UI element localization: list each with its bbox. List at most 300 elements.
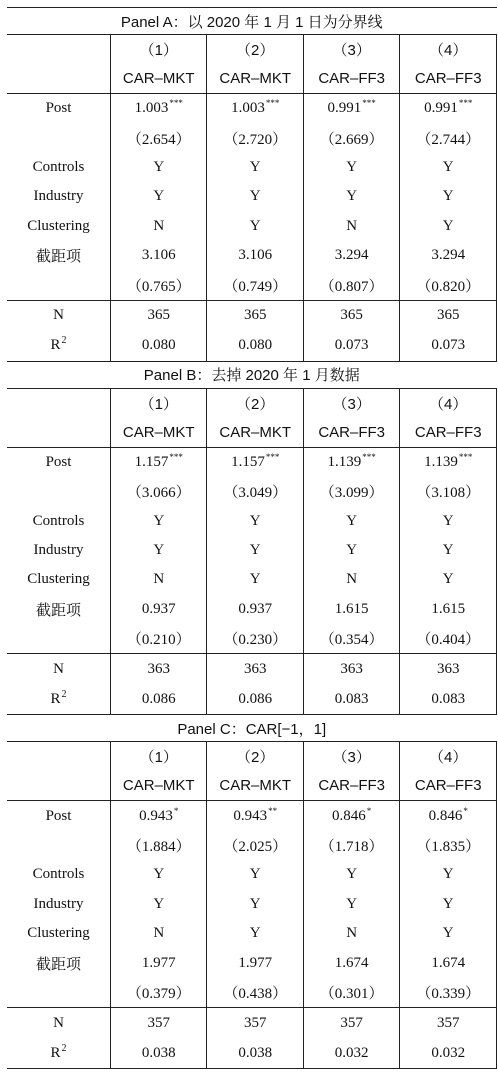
- cell-value: N: [346, 217, 358, 234]
- cell-value: 1.615: [431, 600, 466, 617]
- cell-value: （0.339）: [416, 986, 481, 1002]
- table-cell: [400, 182, 497, 211]
- table-cell: [400, 212, 497, 241]
- cell-value: 0.991: [424, 100, 458, 117]
- table-cell: [111, 860, 207, 889]
- row-label: [7, 978, 111, 1008]
- table-cell: [400, 831, 497, 860]
- cell-value: Y: [153, 542, 165, 559]
- significance-stars: *: [366, 805, 372, 816]
- table-cell: [303, 919, 399, 948]
- row-label: 截距项: [35, 956, 81, 973]
- table-row: [7, 507, 497, 536]
- header-stub: [7, 388, 111, 418]
- cell-value: 1.977: [141, 954, 176, 971]
- stat-label-superscript: 2: [61, 335, 67, 347]
- table-cell: [111, 447, 207, 477]
- table-cell: [207, 182, 303, 211]
- table-cell: [400, 270, 497, 300]
- column-number: （2）: [207, 742, 303, 772]
- column-number-row: [7, 742, 497, 772]
- column-number-row: [7, 35, 497, 65]
- header-stub: [7, 418, 111, 448]
- table-cell: [111, 270, 207, 300]
- table-cell: [207, 890, 303, 919]
- table-cell: [303, 565, 399, 594]
- table-row: [7, 624, 497, 654]
- cell-value: Y: [346, 188, 358, 205]
- cell-value: Y: [346, 866, 358, 883]
- table-cell: [207, 241, 303, 270]
- cell-value: Y: [249, 158, 261, 175]
- significance-stars: ***: [265, 451, 280, 462]
- panel-a-title: Panel A：以 2020 年 1 月 1 日为分界线: [7, 8, 497, 35]
- panel-b-title-row: [7, 361, 497, 388]
- significance-stars: ***: [362, 451, 376, 462]
- table-cell: [111, 477, 207, 506]
- stat-value: 0.032: [303, 1038, 399, 1069]
- cell-value: Y: [153, 512, 165, 529]
- stat-value: 0.038: [111, 1038, 207, 1069]
- column-number: （1）: [111, 742, 207, 772]
- stat-value: 363: [207, 654, 303, 685]
- table-cell: [111, 182, 207, 211]
- regression-results-table: [7, 7, 497, 1069]
- cell-value: Y: [346, 158, 358, 175]
- stats-row: [7, 300, 497, 331]
- table-cell: [207, 477, 303, 506]
- table-cell: [111, 212, 207, 241]
- stat-value: 357: [111, 1008, 207, 1039]
- table-cell: [400, 123, 497, 152]
- column-number: （2）: [207, 35, 303, 65]
- column-number: （3）: [303, 742, 399, 772]
- stat-label: [7, 1008, 111, 1039]
- cell-value: （1.718）: [319, 839, 384, 856]
- table-row: [7, 595, 497, 624]
- cell-value: （1.884）: [126, 839, 191, 856]
- row-label: [7, 123, 111, 152]
- cell-value: （2.654）: [126, 131, 191, 148]
- cell-value: Y: [249, 895, 261, 912]
- panel-b-title: Panel B：去掉 2020 年 1 月数据: [7, 361, 497, 388]
- cell-value: （0.354）: [319, 632, 384, 649]
- stat-value: 0.038: [207, 1038, 303, 1069]
- column-name: CAR–MKT: [207, 418, 303, 448]
- table-row: [7, 801, 497, 831]
- stat-label-text: R: [50, 690, 61, 707]
- cell-value: 1.674: [334, 954, 369, 971]
- table-cell: [303, 536, 399, 565]
- column-name: CAR–FF3: [400, 64, 497, 94]
- column-number: （4）: [400, 388, 497, 418]
- cell-value: N: [346, 925, 358, 942]
- table-cell: [207, 447, 303, 477]
- row-label: Post: [7, 94, 111, 124]
- regression-table-container: [7, 7, 497, 1069]
- table-cell: [111, 831, 207, 860]
- column-number: （4）: [400, 742, 497, 772]
- cell-value: Y: [346, 895, 358, 912]
- table-row: [7, 182, 497, 211]
- table-row: [7, 890, 497, 919]
- cell-value: （2.025）: [223, 839, 288, 856]
- stat-value: 363: [111, 654, 207, 685]
- table-cell: [400, 595, 497, 624]
- table-cell: [111, 94, 207, 124]
- cell-value: Y: [442, 542, 454, 559]
- table-cell: [303, 831, 399, 860]
- stat-value: 0.083: [303, 684, 399, 715]
- table-cell: [207, 565, 303, 594]
- table-cell: [303, 270, 399, 300]
- table-cell: [111, 153, 207, 182]
- stat-label-text: R: [50, 1044, 61, 1061]
- stat-value: 0.073: [400, 331, 497, 362]
- table-cell: [111, 919, 207, 948]
- table-cell: [207, 948, 303, 977]
- cell-value: Y: [249, 512, 261, 529]
- table-row: [7, 831, 497, 860]
- stat-value: 0.086: [111, 684, 207, 715]
- table-row: [7, 536, 497, 565]
- table-cell: [303, 94, 399, 124]
- cell-value: Y: [249, 571, 261, 588]
- table-cell: [400, 860, 497, 889]
- table-cell: [111, 123, 207, 152]
- table-cell: [400, 565, 497, 594]
- cell-value: Y: [442, 571, 454, 588]
- table-row: [7, 948, 497, 977]
- cell-value: Y: [249, 542, 261, 559]
- row-label: Industry: [33, 188, 84, 205]
- cell-value: 0.846: [428, 807, 463, 824]
- row-label: Industry: [33, 895, 84, 912]
- cell-value: Y: [442, 895, 454, 912]
- cell-value: Y: [153, 158, 165, 175]
- stat-label-superscript: 2: [61, 688, 67, 700]
- cell-value: （0.210）: [126, 632, 191, 649]
- table-cell: [303, 153, 399, 182]
- table-cell: [111, 948, 207, 977]
- table-row: [7, 153, 497, 182]
- table-row: [7, 241, 497, 270]
- cell-value: Y: [249, 866, 261, 883]
- table-cell: [207, 624, 303, 654]
- stat-label: [7, 1038, 111, 1069]
- stat-value: 365: [207, 300, 303, 331]
- column-number-row: [7, 388, 497, 418]
- cell-value: Y: [346, 542, 358, 559]
- panel-c-title-row: [7, 715, 497, 742]
- stat-value: 365: [303, 300, 399, 331]
- table-cell: [400, 978, 497, 1008]
- row-label: Clustering: [27, 571, 90, 588]
- cell-value: 0.937: [238, 600, 273, 617]
- cell-value: （0.749）: [223, 278, 288, 295]
- column-name: CAR–FF3: [400, 418, 497, 448]
- table-cell: [207, 123, 303, 152]
- stats-row: [7, 331, 497, 362]
- stat-label-text: N: [53, 307, 64, 324]
- table-cell: [400, 94, 497, 124]
- table-cell: [303, 507, 399, 536]
- table-row: [7, 94, 497, 124]
- stat-value: 357: [400, 1008, 497, 1039]
- table-cell: [400, 801, 497, 831]
- cell-value: （3.066）: [126, 485, 191, 502]
- stat-value: 357: [303, 1008, 399, 1039]
- stat-value: 0.083: [400, 684, 497, 715]
- row-label: Clustering: [27, 925, 90, 942]
- cell-value: 1.157: [134, 453, 169, 470]
- stat-label-text: N: [53, 660, 64, 677]
- stat-label: [7, 331, 111, 362]
- stats-row: [7, 654, 497, 685]
- table-cell: [303, 595, 399, 624]
- stat-label-text: N: [53, 1014, 64, 1031]
- table-cell: [303, 978, 399, 1008]
- table-row: [7, 978, 497, 1008]
- row-label: Post: [7, 801, 111, 831]
- stat-value: 365: [111, 300, 207, 331]
- table-cell: [207, 270, 303, 300]
- column-number: （1）: [111, 35, 207, 65]
- table-cell: [111, 624, 207, 654]
- header-stub: [7, 35, 111, 65]
- panel-a-title-row: [7, 8, 497, 35]
- table-cell: [303, 948, 399, 977]
- table-cell: [303, 860, 399, 889]
- column-number: （1）: [111, 388, 207, 418]
- table-row: [7, 565, 497, 594]
- header-stub: [7, 771, 111, 801]
- cell-value: （0.379）: [126, 986, 191, 1002]
- stat-value: 0.080: [207, 331, 303, 362]
- table-cell: [303, 182, 399, 211]
- table-row: [7, 270, 497, 300]
- cell-value: Y: [442, 188, 454, 205]
- cell-value: （0.404）: [416, 632, 481, 649]
- table-cell: [207, 212, 303, 241]
- column-name: CAR–FF3: [400, 771, 497, 801]
- cell-value: Y: [153, 866, 165, 883]
- table-cell: [207, 595, 303, 624]
- table-row: [7, 477, 497, 506]
- table-row: [7, 212, 497, 241]
- table-cell: [207, 978, 303, 1008]
- panel-c-title: Panel C：CAR[−1，1]: [7, 715, 497, 742]
- stat-label-superscript: 2: [61, 1042, 67, 1054]
- stat-label: [7, 654, 111, 685]
- table-cell: [111, 801, 207, 831]
- column-number: （2）: [207, 388, 303, 418]
- row-label: Post: [7, 447, 111, 477]
- stat-value: 363: [400, 654, 497, 685]
- cell-value: Y: [442, 158, 454, 175]
- cell-value: Y: [249, 188, 261, 205]
- cell-value: （0.820）: [416, 278, 481, 295]
- cell-value: （0.230）: [223, 632, 288, 649]
- row-label: Controls: [32, 158, 85, 175]
- cell-value: N: [153, 217, 165, 234]
- cell-value: 1.003: [231, 100, 265, 117]
- table-cell: [111, 890, 207, 919]
- cell-value: 3.294: [334, 247, 369, 264]
- table-cell: [303, 241, 399, 270]
- cell-value: Y: [249, 217, 261, 234]
- table-cell: [400, 507, 497, 536]
- table-cell: [207, 801, 303, 831]
- cell-value: 0.943: [233, 807, 268, 824]
- row-label: [7, 477, 111, 506]
- cell-value: Y: [153, 895, 165, 912]
- table-cell: [111, 978, 207, 1008]
- significance-stars: ***: [458, 451, 473, 462]
- stat-value: 0.073: [303, 331, 399, 362]
- table-cell: [111, 536, 207, 565]
- table-cell: [207, 860, 303, 889]
- table-cell: [400, 948, 497, 977]
- stats-row: [7, 1008, 497, 1039]
- cell-value: 1.003: [134, 100, 169, 117]
- table-cell: [400, 624, 497, 654]
- table-row: [7, 123, 497, 152]
- stat-value: 363: [303, 654, 399, 685]
- cell-value: 0.991: [327, 100, 362, 117]
- cell-value: 1.674: [431, 954, 466, 971]
- table-cell: [400, 241, 497, 270]
- row-label: Industry: [33, 542, 84, 559]
- cell-value: Y: [442, 217, 454, 234]
- table-cell: [111, 241, 207, 270]
- table-row: [7, 447, 497, 477]
- significance-stars: ***: [169, 98, 183, 109]
- cell-value: 0.943: [139, 807, 173, 824]
- cell-value: Y: [153, 188, 165, 205]
- table-cell: [207, 831, 303, 860]
- cell-value: （2.669）: [319, 131, 384, 148]
- cell-value: Y: [442, 925, 454, 942]
- row-label: 截距项: [35, 602, 81, 619]
- cell-value: 1.615: [334, 600, 369, 617]
- column-number: （3）: [303, 35, 399, 65]
- column-name: CAR–FF3: [303, 418, 399, 448]
- cell-value: 1.139: [424, 453, 458, 470]
- stat-value: 0.080: [111, 331, 207, 362]
- table-cell: [400, 477, 497, 506]
- significance-stars: ***: [458, 98, 473, 109]
- header-stub: [7, 742, 111, 772]
- column-name: CAR–FF3: [303, 771, 399, 801]
- row-label: [7, 831, 111, 860]
- significance-stars: ***: [265, 98, 280, 109]
- column-name: CAR–MKT: [111, 418, 207, 448]
- table-cell: [303, 212, 399, 241]
- cell-value: N: [346, 571, 358, 588]
- stat-label: [7, 300, 111, 331]
- cell-value: （0.765）: [126, 278, 191, 295]
- cell-value: 3.294: [431, 247, 466, 264]
- cell-value: （1.835）: [416, 839, 481, 856]
- stat-value: 365: [400, 300, 497, 331]
- cell-value: （3.049）: [223, 485, 288, 502]
- stats-row: [7, 1038, 497, 1069]
- table-cell: [303, 624, 399, 654]
- cell-value: （0.438）: [223, 986, 288, 1002]
- table-cell: [303, 123, 399, 152]
- table-cell: [400, 536, 497, 565]
- stat-value: 0.086: [207, 684, 303, 715]
- significance-stars: **: [268, 805, 278, 816]
- row-label: [7, 270, 111, 300]
- table-row: [7, 919, 497, 948]
- column-name: CAR–MKT: [207, 771, 303, 801]
- table-cell: [400, 153, 497, 182]
- column-number: （3）: [303, 388, 399, 418]
- table-cell: [207, 536, 303, 565]
- significance-stars: ***: [362, 98, 376, 109]
- header-stub: [7, 64, 111, 94]
- cell-value: 1.139: [327, 453, 362, 470]
- table-cell: [207, 507, 303, 536]
- table-cell: [303, 890, 399, 919]
- stat-value: 0.032: [400, 1038, 497, 1069]
- table-cell: [207, 153, 303, 182]
- stat-value: 357: [207, 1008, 303, 1039]
- row-label: Controls: [32, 866, 85, 883]
- column-name-row: [7, 418, 497, 448]
- table-row: [7, 860, 497, 889]
- table-cell: [400, 890, 497, 919]
- table-cell: [400, 919, 497, 948]
- significance-stars: *: [173, 805, 179, 816]
- row-label: Clustering: [27, 217, 90, 234]
- cell-value: （2.744）: [416, 131, 481, 148]
- cell-value: （3.099）: [319, 485, 384, 502]
- row-label: 截距项: [35, 249, 81, 266]
- cell-value: N: [153, 925, 165, 942]
- cell-value: 0.937: [141, 600, 176, 617]
- table-cell: [207, 94, 303, 124]
- column-name: CAR–MKT: [111, 771, 207, 801]
- table-cell: [111, 595, 207, 624]
- cell-value: 1.157: [231, 453, 265, 470]
- table-cell: [111, 507, 207, 536]
- cell-value: 3.106: [141, 247, 176, 264]
- cell-value: 0.846: [332, 807, 366, 824]
- row-label: [7, 624, 111, 654]
- significance-stars: *: [463, 805, 468, 816]
- table-cell: [303, 801, 399, 831]
- stat-label-text: R: [50, 337, 61, 354]
- table-cell: [111, 565, 207, 594]
- column-name: CAR–MKT: [207, 64, 303, 94]
- row-label: Controls: [32, 512, 85, 529]
- cell-value: （2.720）: [223, 131, 288, 148]
- column-number: （4）: [400, 35, 497, 65]
- column-name-row: [7, 64, 497, 94]
- table-cell: [400, 447, 497, 477]
- cell-value: （3.108）: [416, 485, 481, 502]
- cell-value: （0.301）: [319, 986, 384, 1002]
- table-cell: [207, 919, 303, 948]
- cell-value: 1.977: [238, 954, 273, 971]
- cell-value: Y: [442, 866, 454, 883]
- significance-stars: ***: [169, 451, 183, 462]
- cell-value: N: [153, 571, 165, 588]
- cell-value: （0.807）: [319, 278, 384, 295]
